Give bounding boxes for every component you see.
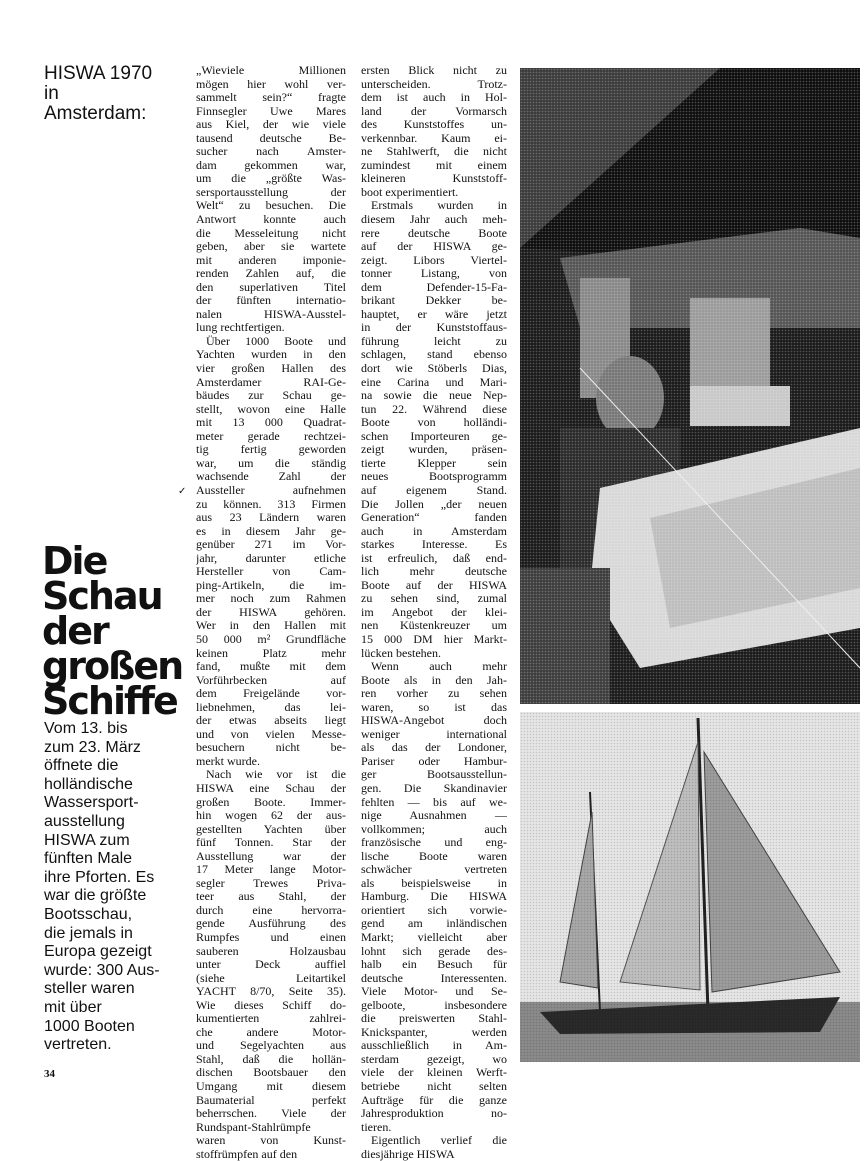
col1-line: der HISWA gehören. <box>196 605 346 619</box>
col2-line: verkennbar. Kaum ei- <box>361 131 507 145</box>
col2-line: na sowie die neue Nep- <box>361 389 507 403</box>
kicker <box>44 64 194 124</box>
col1-line: sersportausstellung der <box>196 185 346 199</box>
col1-line: Yachten wurden in den <box>196 348 346 362</box>
col2-line: tierte Klepper sein <box>361 456 507 470</box>
col1-line: Baumaterial perfekt <box>196 1093 346 1107</box>
col2-line: ausschließlich in Am- <box>361 1039 507 1053</box>
col2-line: Hamburg. Die HISWA <box>361 890 507 904</box>
col2-line: gend am inländischen <box>361 917 507 931</box>
headline-line: der <box>42 609 108 653</box>
col2-line: lohnt sich gerade des- <box>361 944 507 958</box>
sailing-yacht-photo-graphic <box>520 712 860 1062</box>
col2-line: hauptet, er wäre jetzt <box>361 307 507 321</box>
col2-line: lücken bestehen. <box>361 646 441 660</box>
col1-line: mit 13 000 Quadrat- <box>196 416 346 430</box>
col2-line: betriebe nicht selten <box>361 1080 507 1094</box>
col2-line: zeigt wurden, präsen- <box>361 443 507 457</box>
col2-line: ne Stahlwerft, die nicht <box>361 145 507 159</box>
col1-line: Antwort konnte auch <box>196 213 346 227</box>
col1-line: die Messeleitung nicht <box>196 226 346 240</box>
col2-line: Boote als in den Jah- <box>361 673 507 687</box>
col1-line: Umgang mit diesem <box>196 1080 346 1094</box>
col1-line: renden Zahlen auf, die <box>196 267 346 281</box>
col1-line: und von vielen Messe- <box>196 727 346 741</box>
lead-line: ihre Pforten. Es <box>44 868 155 886</box>
lead-line: steller waren <box>44 980 135 998</box>
col1-line: Über 1000 Boote und <box>206 334 346 348</box>
col2-line: in der Kunststoffaus- <box>361 321 507 335</box>
headline-line: Schau <box>42 574 162 618</box>
col2-line: zeigt. Libors Viertel- <box>361 253 507 267</box>
col1-line: Vorführbecken auf <box>196 673 346 687</box>
col2-line: diesjährige HISWA <box>361 1147 455 1161</box>
col1-line: Wer in den Hallen mit <box>196 619 346 633</box>
col1-line: merkt wurde. <box>196 754 260 768</box>
lead-line: ausstellung <box>44 812 125 830</box>
col1-line: tig fertig geworden <box>196 443 346 457</box>
col2-line: gen. Die Skandinavier <box>361 781 507 795</box>
lead-line: Wassersport- <box>44 794 139 812</box>
col2-line: Wenn auch mehr <box>371 660 507 674</box>
col2-line: schen Importeuren ge- <box>361 429 507 443</box>
col2-line: als das der Londoner, <box>361 741 507 755</box>
col1-line: der fünften internatio- <box>196 294 346 308</box>
col1-line: che andere Motor- <box>196 1025 346 1039</box>
col1-line: Hersteller von Cam- <box>196 565 346 579</box>
col1-line: stoffrümpfen auf den <box>196 1147 298 1161</box>
col1-line: Ausstellung war der <box>196 849 346 863</box>
col1-line: Amsterdamer RAI-Ge- <box>196 375 346 389</box>
col1-line: zu können. 313 Firmen <box>196 497 346 511</box>
lead-line: war die größte <box>44 887 147 905</box>
col1-line: 50 000 m² Grundfläche <box>196 632 346 646</box>
col1-line: es in diesem Jahr ge- <box>196 524 346 538</box>
col1-line: großen Boote. Immer- <box>196 795 346 809</box>
col1-line: „Wieviele Millionen <box>196 64 346 77</box>
kicker-line: in <box>44 83 59 104</box>
col1-line: stellt, wovon eine Halle <box>196 402 346 416</box>
col2-line: ersten Blick nicht zu <box>361 64 507 77</box>
col1-line: keinen Platz mehr <box>196 646 346 660</box>
col2-line: schwächer vertreten <box>361 863 507 877</box>
col2-line: waren, so ist das <box>361 700 507 714</box>
col1-line: Nach wie vor ist die <box>206 768 346 782</box>
kicker-line: HISWA 1970 <box>44 63 153 84</box>
col2-line: land der Vormarsch <box>361 104 507 118</box>
col2-line: lich mehr deutsche <box>361 565 507 579</box>
col2-line: nige Ausnahmen — <box>361 809 507 823</box>
col1-line: segler Trewes Priva- <box>196 876 346 890</box>
col2-line: Pariser oder Hambur- <box>361 754 507 768</box>
col2-line: Die Jollen „der neuen <box>361 497 507 511</box>
col1-line: 17 Meter lange Motor- <box>196 863 346 877</box>
col2-line: führung leicht zu <box>361 334 507 348</box>
col1-line: kumentierten zahlrei- <box>196 1012 346 1026</box>
col2-line: Jahresproduktion no- <box>361 1107 507 1121</box>
col1-line: Rumpfes und einen <box>196 931 346 944</box>
col2-line: vollkommen; auch <box>361 822 507 836</box>
lead-line: mit über <box>44 998 102 1016</box>
col1-line: Welt“ zu besuchen. Die <box>196 199 346 213</box>
col1-line: Rundspant-Stahlrümpfe <box>196 1120 311 1134</box>
col1-line: dischen Bootsbauer den <box>196 1066 346 1080</box>
col2-line: zu sehen sind, zumal <box>361 592 507 606</box>
col2-line: Erstmals wurden in <box>371 199 507 213</box>
col1-line: fand, mußte mit dem <box>196 660 346 674</box>
col2-line: Viele Motor- und Se- <box>361 985 507 999</box>
lead-line: 1000 Booten <box>44 1017 135 1035</box>
col1-line: dem Freigelände vor- <box>196 687 346 701</box>
col2-line: französische und eng- <box>361 836 507 850</box>
col2-line: zumindest mit einem <box>361 158 507 172</box>
col2-line: tieren. <box>361 1120 392 1134</box>
col2-line: orientiert sich vorwie- <box>361 903 507 917</box>
col1-line: unter Deck auffiel <box>196 958 346 972</box>
headline-line: Schiffe <box>42 679 177 723</box>
page-number: 34 <box>44 1068 55 1080</box>
col1-line: tausend deutsche Be- <box>196 131 346 145</box>
col1-line: waren von Kunst- <box>196 1134 346 1148</box>
col1-line: Finnsegler Uwe Mares <box>196 104 346 118</box>
col2-line: tonner Listang, von <box>361 267 507 281</box>
col1-line: bäudes zur Schau ge- <box>196 389 346 403</box>
col1-line: wachsende Zahl der <box>196 470 346 484</box>
col1-line: aus 23 Ländern waren <box>196 511 346 525</box>
col1-line: gestellten Yachten über <box>196 822 346 836</box>
col2-line: deutsche Interessenten. <box>361 971 507 985</box>
col2-line: kleineren Kunststoff- <box>361 172 507 186</box>
col2-line: 15 000 DM hier Markt- <box>361 632 507 646</box>
col2-line: unterscheiden. Trotz- <box>361 77 507 91</box>
headline <box>42 539 192 723</box>
col2-line: rere deutsche Boote <box>361 226 507 240</box>
col2-line: im Angebot der klei- <box>361 605 507 619</box>
col1-line: Aussteller aufnehmen <box>196 483 346 497</box>
lead-line: HISWA zum <box>44 831 130 849</box>
col1-line: ping-Artikeln, die im- <box>196 578 346 592</box>
col1-line: sammelt sein?“ fragte <box>196 91 346 105</box>
col1-line: YACHT 8/70, Seite 35). <box>196 985 346 999</box>
col2-line: gelboote, insbesondere <box>361 998 507 1012</box>
col1-line: um die „größte Was- <box>196 172 346 186</box>
col1-line: nalen HISWA-Ausstel- <box>196 307 346 321</box>
col1-line: fünf Tonnen. Star der <box>196 836 346 850</box>
col1-line: mögen hier wohl ver- <box>196 77 346 91</box>
col1-line: den superlativen Titel <box>196 280 346 294</box>
sailing-yacht-photo <box>520 712 860 1062</box>
ink-mark: ✓ <box>178 486 187 497</box>
col1-line: teer aus Stahl, der <box>196 890 346 904</box>
col2-line: Eigentlich verlief die <box>371 1134 507 1148</box>
col2-line: des Kunststoffes un- <box>361 118 507 132</box>
col1-line: besuchern nicht be- <box>196 741 346 755</box>
headline-line: großen <box>42 644 183 688</box>
col1-line: aus Kiel, der wie viele <box>196 118 346 132</box>
article-column-2 <box>361 64 507 1161</box>
col1-line: beherrschen. Viele der <box>196 1107 346 1121</box>
col2-line: halb ein Besuch für <box>361 958 507 972</box>
col2-line: auch in Amsterdam <box>361 524 507 538</box>
col2-line: dem Defender-15-Fa- <box>361 280 507 294</box>
col1-line: sauberen Holzausbau <box>196 944 346 958</box>
lead-line: zum 23. März <box>44 738 141 756</box>
lead-line: die jemals in <box>44 924 133 942</box>
col2-line: sterdam gezeigt, wo <box>361 1052 507 1066</box>
col2-line: weniger international <box>361 727 507 741</box>
col1-line: Stahl, daß die hollän- <box>196 1052 346 1066</box>
col1-line: mer noch zum Rahmen <box>196 592 346 606</box>
col2-line: diesem Jahr auch meh- <box>361 213 507 227</box>
boat-show-photo-graphic <box>520 68 860 704</box>
lead-line: fünften Male <box>44 850 133 868</box>
col1-line: HISWA eine Schau der <box>196 781 346 795</box>
col2-line: als beispielsweise in <box>361 876 507 890</box>
col1-line: war, um die ständig <box>196 456 346 470</box>
col1-line: lung rechtfertigen. <box>196 321 285 335</box>
col1-line: hin wogen 62 der aus- <box>196 809 346 823</box>
col2-line: dort wie Stöberls Dias, <box>361 362 507 376</box>
col1-line: dam gekommen war, <box>196 158 346 172</box>
col2-line: fehlten — bis auf we- <box>361 795 507 809</box>
col2-line: brikant Dekker be- <box>361 294 507 308</box>
col2-line: auf der HISWA ge- <box>361 240 507 254</box>
col2-line: tun 22. Während diese <box>361 402 507 416</box>
col2-line: schlagen, stand ebenso <box>361 348 507 362</box>
col1-line: sucher nach Amster- <box>196 145 346 159</box>
col1-line: durch eine hervorra- <box>196 903 346 917</box>
col2-line: Boote von holländi- <box>361 416 507 430</box>
col1-line: jahr, darunter etliche <box>196 551 346 565</box>
lead-line: öffnete die <box>44 757 119 775</box>
headline-line: Die <box>42 539 107 583</box>
col2-line: die preiswerten Stahl- <box>361 1012 507 1026</box>
col2-line: Generation“ fanden <box>361 511 507 525</box>
col2-line: starkes Interesse. Es <box>361 538 507 552</box>
lead-line: Europa gezeigt <box>44 943 152 961</box>
col2-line: boot experimentiert. <box>361 185 459 199</box>
col2-line: dem ist auch in Hol- <box>361 91 507 105</box>
article-column-1 <box>196 64 346 1161</box>
lead-line: vertreten. <box>44 1036 112 1054</box>
col2-line: nen Küstenkreuzer um <box>361 619 507 633</box>
col1-line: liebnehmen, das lei- <box>196 700 346 714</box>
col1-line: vier großen Hallen des <box>196 362 346 376</box>
col1-line: (siehe Leitartikel <box>196 971 346 985</box>
boat-show-photo <box>520 68 860 704</box>
col1-line: und Segelyachten aus <box>196 1039 346 1053</box>
col1-line: gende Ausführung des <box>196 917 346 931</box>
lead-line: wurde: 300 Aus- <box>44 961 160 979</box>
col1-line: Wie dieses Schiff do- <box>196 998 346 1012</box>
col1-line: der etwas abseits liegt <box>196 714 346 728</box>
col2-line: ger Bootsausstellun- <box>361 768 507 782</box>
col2-line: ist erfreulich, daß end- <box>361 551 507 565</box>
col2-line: ren vorher zu sehen <box>361 687 507 701</box>
col2-line: eine Carina und Mari- <box>361 375 507 389</box>
col2-line: HISWA-Angebot doch <box>361 714 507 728</box>
lead-line: Bootsschau, <box>44 905 133 923</box>
col2-line: neues Bootsprogramm <box>361 470 507 484</box>
col2-line: Knickspanter, werden <box>361 1025 507 1039</box>
col1-line: mit anderen imponie- <box>196 253 346 267</box>
col2-line: auf eigenem Stand. <box>361 483 507 497</box>
col2-line: Markt; vielleicht aber <box>361 931 507 944</box>
col2-line: viele der kleinen Werft- <box>361 1066 507 1080</box>
lead-line: Vom 13. bis <box>44 720 128 737</box>
lead-paragraph <box>44 720 192 1055</box>
col1-line: meter gerade rechtzei- <box>196 429 346 443</box>
col2-line: Boote auf der HISWA <box>361 578 507 592</box>
kicker-line: Amsterdam: <box>44 103 147 124</box>
col2-line: lische Boote waren <box>361 849 507 863</box>
col1-line: genüber 271 im Vor- <box>196 538 346 552</box>
lead-line: holländische <box>44 775 133 793</box>
col2-line: Aufträge für die ganze <box>361 1093 507 1107</box>
col1-line: geben, aber sie wartete <box>196 240 346 254</box>
